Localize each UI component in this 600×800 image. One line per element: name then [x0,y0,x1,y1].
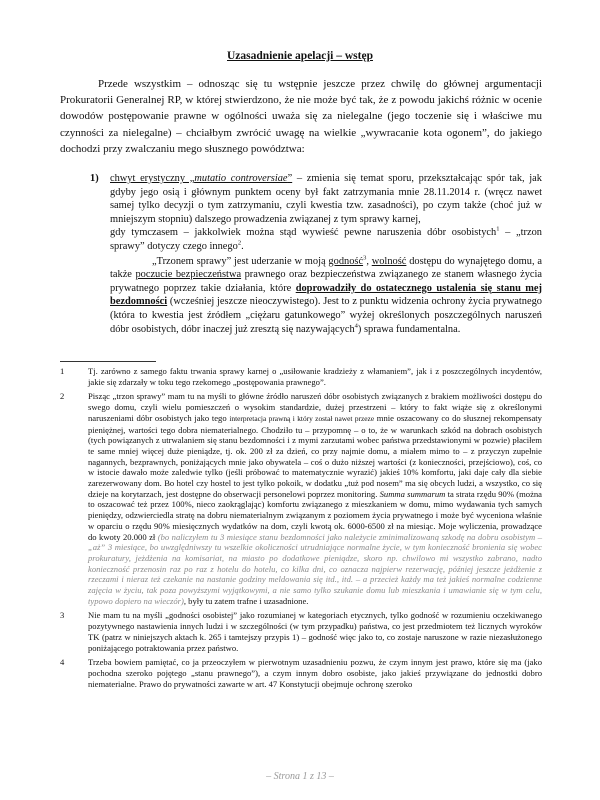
item-lead-close: ” [287,173,293,184]
item-p2-a: „Trzonem sprawy” jest uderzanie w moją [152,255,329,267]
footnote-text: Pisząc „trzon sprawy” mam tu na myśli to główne źródło naruszeń dóbr osobistych związanych z brakiem możliwości dostępu do swego domu, czyli wielu pomieszczeń o wysokim standardzie, dużej przestrzeni – który to fakt wiąże się z określonymi naruszeniami dóbr osobistych jako tego [88,391,542,423]
item-p2-bold: doprowadziły do ostatecznego ustalenia się stanu mej bezdomności [110,282,542,308]
intro-paragraph: Przede wszystkim – odnosząc się tu wstępnie jeszcze przez chwilę do głównej argumentacji Prokuratorii Generalnej RP, w której stwierdzono, że nie może być tak, że z powodu jakichś różnic w ocenie dowodów postępowanie prawne w ogólności uważa się za nielegalne (jego toczenie się i właściwe mu czynności za nielegalne) – chciałbym zwrócić uwagę na wielkie „wywracanie kota ogonem”, do jakiego dochodzi przy zwalczaniu mego słusznego powództwa: [60,78,542,155]
footnotes [60,366,542,693]
item-p1-dot: . [241,240,244,252]
footnote-text: Nie mam tu na myśli „godności osobistej” jako rozumianej w kategoriach etycznych, tylko godność w rozumieniu oczekiwanego pozytywnego nastawienia innych ludzi i w szczególności (w tym przypadku) państwa, co jest przedmiotem też licznych wyroków TK (patrz w niniejszych aktach k. 265 i tamtejszy przypis 1) – godność więc jako to, co zostaje naruszone w razie niezasłużonego poniżającego potraktowania przez państwo. [88,610,542,653]
item-body [110,172,542,336]
item-p1-text: – zmienia się temat sporu, przekształcając spór tak, jak gdyby jego osią i głównym punktem oceny był fakt zatrzymania mnie 28.11.2014 r. (wręcz nawet samej tylko decyzji o tym zatrzymaniu, czyli kwestia tzw. zasadności), po czym także (choć już w mniejszym stopniu) dalszego prowadzenia związanej z tym sprawy karnej, [110,173,542,225]
footnote-4 [60,657,542,689]
item-p2-e: (wcześniej jeszcze nieoczywistego). Jest to z punktu widzenia ochrony życia prywatnego (która to kwestia jest źródłem „ciężaru gatunkowego” wyżej określonych poszczególnych naruszeń dóbr osobistych, dóbr inaczej już zresztą się nazywających [110,296,542,335]
footnote-number: 2 [60,391,65,402]
item-lead-text: chwyt erystyczny „ [110,173,195,184]
footnote-text: ta strata rzędu 90% (można to oszacować też przez 100%, nieco zaokrąglając) komfortu związanego z mieszkaniem w domu, mimo wydawania tych samych pieniędzy, odzwierciedla stratę na dobru niematerialnym związanym z poziomem życia prywatnego i może być wyceniona właśnie w oparciu o rzędu 90% miesięcznych wydatków na dom, czyli kwotą ok. 6000-6500 zł na miesiąc. Moje wyliczenia, prowadzące do kwoty 20.000 zł [88,488,542,542]
item-p2-wolnosc: wolność [371,255,407,267]
footnote-small-text: interpretacja prawną i który został nawet przeze [229,413,375,423]
footnote-ref-3[interactable]: 3 [363,254,367,262]
footnote-grey-aside: (bo naliczyłem tu 3 miesiące stanu bezdomności jako należycie zminimalizowaną szkodę na dobru osobistym – „aż” 3 miesiące, bo uwzględniwszy tu wszelkie okoliczności utrudniające normalne życie, w tym konieczność bronienia się wobec prokuratury, jeżdżenia na komisariat, na miasto po dodatkowe pieniądze, skoro np. chwilowo mi wszystko zabrano, nadto konieczność przenosin raz po raz z hotelu do hotelu, co kilka dni, co oznacza najpierw rezerwację, później jeszcze jeżdżenie z rzeczami i nieraz też czekanie na nastanie godziny meldowania się itd., itd. – a przecież każdy ma też jakieś normalne codzienne zajęcia w życiu, tak poza powyższymi wyjątkowymi, a nie samo tylko szukanie domu lub mieszkania i umawianie się w tym celu, typowo dopiero na wieczór) [88,531,542,606]
footnote-number: 3 [60,610,65,621]
footnote-text: mnie oszacowany co do słusznej rekompensaty pieniężnej, wartości tego dobra niematerialnego. Chodziło tu – przypomnę – o to, że w warunkach szkód na dobrach osobistych (tych powiązanych z utrwalaniem się stanu bezdomności i z mymi zarzutami wobec państwa przedstawionymi w pozwie) płaciłem te same mniej więcej duże pieniądze, tj. ok. 200 zł za dzień, co przy najmie domu, a miałem mimo to – z przyczyn zupełnie nagannych, bezprawnych, poniżających mnie jako obywatela – coś o dużo niższej wartości (z konieczności, przejściowo), coś, co w istocie dawało może zaledwie tylko (jeśli próbować to matematycznie wyrazić) jakieś 10% komfortu, jaki daje cały dla siebie zarezerwowany dom. Bo hotel czy hostel to jest tylko pokoik, w dodatku „tuż pod nosem” ma się obcych ludzi, a wszystko, co się dzieje na korytarzach, jest dostępne do obserwacji personelowi poprzez monitoring. [88,412,542,499]
footnote-3 [60,610,542,653]
footnote-number: 4 [60,657,65,668]
item-p2-godnosc: godność [328,255,364,267]
footnote-number: 1 [60,366,65,376]
item-p2-f: ) sprawa fundamentalna. [357,323,461,335]
item-paragraph-2 [110,255,542,337]
footnote-ref-2[interactable]: 2 [237,239,242,247]
footnote-ref-1[interactable]: 1 [496,225,500,233]
item-p2-poczucie: poczucie bezpieczeństwa [135,269,242,281]
footnote-italic-text: Summa summarum [379,488,446,499]
footnote-text: Tj. zarówno z samego faktu trwania sprawy karnej o „usiłowanie kradzieży z włamaniem”, jak i z poszczególnych incydentów, jakie się zdarzały w toku tego rzekomego „postępowania prawnego”. [88,366,542,387]
footnote-ref-4[interactable]: 4 [354,322,358,330]
document-title: Uzasadnienie apelacji – wstęp [227,50,373,62]
item-lead [110,173,292,184]
footnote-separator [60,361,156,362]
item-paragraph-1 [110,172,542,254]
item-p1-line2: gdy tymczasem – jakkolwiek można stąd wywieść pewne naruszenia dóbr osobistych [110,227,497,239]
item-p2-d: prawnego oraz bezpieczeństwa związanego ze stanem własnego życia prywatnego poprzez takie działania, które [110,269,542,294]
item-number: 1) [90,173,99,184]
footnote-text: Trzeba bowiem pamiętać, co ja przeoczyłem w pierwotnym uzasadnieniu pozwu, że czym innym jest prawo, które się ma (jako pochodna szeroko pojętego „stanu prawnego”), a czym innym dobro osobiste, jako jakieś przywiązane do jednostki dobro niematerialne. Prawo do prywatności zawarte w art. 47 Konstytucji obejmuje ochronę szeroko [88,657,542,689]
footnote-2 [60,391,542,606]
numbered-item-1 [90,172,543,336]
item-lead-italic: mutatio controversiae [194,173,288,184]
footnote-1 [60,366,542,387]
item-p2-b: , [366,255,372,267]
page-number: – Strona 1 z 13 – [266,771,334,782]
item-p2-c: dostępu do wynajętego domu, a także [110,255,542,281]
item-p1-end: – „trzon sprawy” dotyczy czego innego [110,227,543,252]
footnote-text: , były tu zatem trafne i uzasadnione. [183,595,309,606]
